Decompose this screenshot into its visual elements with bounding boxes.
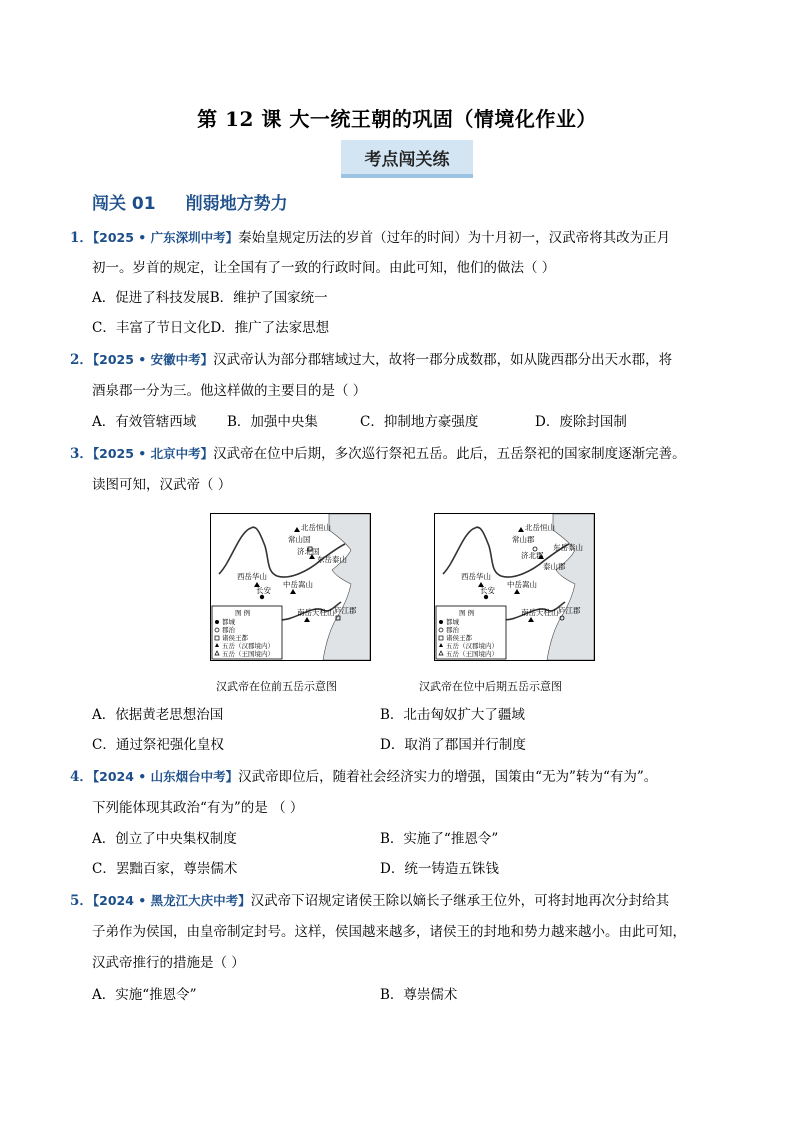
question-text: 汉武帝下诏规定诸侯王除以嫡长子继承王位外，可将封地再次分封给其 <box>250 893 670 909</box>
question-source: 【2025 • 北京中考】 <box>92 446 214 461</box>
question-source: 【2025 • 安徽中考】 <box>92 352 214 367</box>
option-d[interactable]: D．取消了郡国并行制度 <box>380 737 526 753</box>
option-d[interactable]: D．废除封国制 <box>535 414 627 430</box>
map-after-figure <box>435 514 594 660</box>
map-label: 济北国 <box>297 547 320 556</box>
question-text-cont: 读图可知，汉武帝（ ） <box>92 477 232 493</box>
question-source: 【2025 • 广东深圳中考】 <box>92 230 239 245</box>
question-text-cont: 汉武帝推行的措施是（ ） <box>92 955 245 971</box>
map-label: 庐江郡 <box>558 606 581 615</box>
legend-item: 都城 <box>222 618 235 626</box>
legend-item: 五岳（汉郡境内） <box>222 642 274 650</box>
map-label: 中岳嵩山 <box>507 580 537 589</box>
question-text: 汉武帝即位后，随着社会经济实力的增强，国策由“无为”转为“有为”。 <box>238 769 658 785</box>
option-a[interactable]: A．有效管辖西域 <box>92 414 197 430</box>
map-label: 东岳泰山 <box>317 555 347 564</box>
question-source: 【2024 • 山东烟台中考】 <box>92 769 239 784</box>
question-text-cont: 子弟作为侯国，由皇帝制定封号。这样，侯国越来越多，诸侯王的封地和势力越来越小。由此可知， <box>92 924 686 940</box>
question-4 <box>70 767 657 787</box>
question-text: 汉武帝认为部分郡辖域过大，故将一郡分成数郡，如从陇西郡分出天水郡，将 <box>213 352 673 368</box>
map-before-caption: 汉武帝在位前五岳示意图 <box>216 680 337 693</box>
option-b[interactable]: B．北击匈奴扩大了疆域 <box>380 707 525 723</box>
map-after <box>434 513 595 661</box>
question-text-cont: 酒泉郡一分为三。他这样做的主要目的是（ ） <box>92 383 367 399</box>
question-2 <box>70 350 672 370</box>
option-row[interactable]: C．丰富了节日文化D．推广了法家思想 <box>92 320 330 336</box>
map-label: 南岳天柱山 <box>297 608 335 617</box>
section-title: 削弱地方势力 <box>185 194 288 214</box>
legend-item: 诸侯王都 <box>446 634 472 642</box>
page-title: 第 12 课 大一统王朝的巩固（情境化作业） <box>197 107 597 131</box>
question-source: 【2024 • 黑龙江大庆中考】 <box>92 893 251 908</box>
legend-item: 郡治 <box>222 626 235 634</box>
map-label: 庐江郡 <box>334 606 357 615</box>
section-label: 闯关 01 <box>92 194 156 214</box>
map-before <box>210 513 371 661</box>
option-a[interactable]: A．创立了中央集权制度 <box>92 831 237 847</box>
map-label: 北岳恒山 <box>525 523 555 532</box>
option-a[interactable]: A．依据黄老思想治国 <box>92 707 224 723</box>
legend-item: 五岳（王国境内） <box>222 650 274 658</box>
question-1 <box>70 228 670 248</box>
map-label: 北岳恒山 <box>301 523 331 532</box>
section-heading <box>92 189 288 214</box>
map-label: 南岳天柱山 <box>521 608 559 617</box>
option-b[interactable]: B．实施了“推恩令” <box>380 831 499 847</box>
map-label: 长安 <box>256 586 271 595</box>
question-5 <box>70 891 669 911</box>
legend-item: 诸侯王都 <box>222 634 248 642</box>
map-label: 东岳泰山 <box>553 543 583 552</box>
map-before-figure <box>211 514 370 660</box>
option-c[interactable]: C．通过祭祀强化皇权 <box>92 737 224 753</box>
option-b[interactable]: B．加强中央集 <box>227 414 318 430</box>
option-b[interactable]: B．尊崇儒术 <box>380 987 458 1003</box>
map-label: 常山郡 <box>512 535 535 544</box>
option-c[interactable]: C．罢黜百家，尊崇儒术 <box>92 861 238 877</box>
legend-item: 都城 <box>446 618 459 626</box>
legend-item: 五岳（王国境内） <box>446 650 498 658</box>
legend-item: 五岳（汉郡境内） <box>446 642 498 650</box>
option-row[interactable]: A．促进了科技发展B．维护了国家统一 <box>92 290 328 306</box>
map-label: 西岳华山 <box>461 572 491 581</box>
map-label: 长安 <box>480 586 495 595</box>
question-number: 2． <box>70 352 93 368</box>
question-number: 4． <box>70 769 93 785</box>
section-banner: 考点闯关练 <box>341 140 473 178</box>
option-d[interactable]: D．统一铸造五铢钱 <box>380 861 499 877</box>
map-after-caption: 汉武帝在位中后期五岳示意图 <box>419 680 562 693</box>
legend-title: 图 例 <box>235 609 251 617</box>
question-text-cont: 下列能体现其政治“有为”的是 （ ） <box>92 800 304 816</box>
map-label: 中岳嵩山 <box>283 580 313 589</box>
question-number: 5． <box>70 893 93 909</box>
option-c[interactable]: C．抑制地方豪强度 <box>360 414 479 430</box>
map-label: 常山国 <box>288 535 311 544</box>
legend-title: 图 例 <box>459 609 475 617</box>
legend-item: 郡治 <box>446 626 459 634</box>
map-label: 泰山郡 <box>543 562 566 571</box>
option-a[interactable]: A．实施“推恩令” <box>92 987 197 1003</box>
question-text: 秦始皇规定历法的岁首（过年的时间）为十月初一，汉武帝将其改为正月 <box>238 230 671 246</box>
map-label: 西岳华山 <box>237 572 267 581</box>
question-number: 1． <box>70 230 93 246</box>
question-number: 3． <box>70 446 93 462</box>
question-3 <box>70 444 686 464</box>
question-text-cont: 初一。岁首的规定，让全国有了一致的行政时间。由此可知，他们的做法（ ） <box>92 260 556 276</box>
map-label: 济北郡 <box>521 551 544 560</box>
question-text: 汉武帝在位中后期，多次巡行祭祀五岳。此后，五岳祭祀的国家制度逐渐完善。 <box>213 446 686 462</box>
